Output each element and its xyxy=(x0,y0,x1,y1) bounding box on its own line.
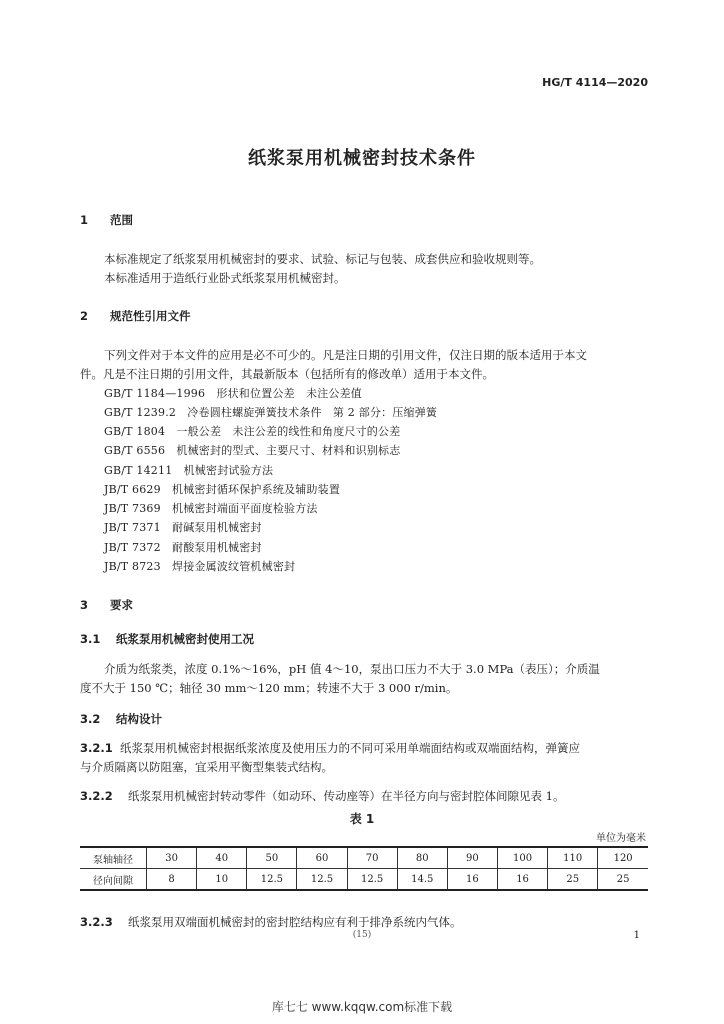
reference-item: GB/T 14211 机械密封试验方法 xyxy=(104,464,274,477)
table-cell: 90 xyxy=(447,847,497,869)
clause-3-2-3 xyxy=(80,914,462,930)
page-number: 1 xyxy=(633,930,640,941)
row-header: 泵轴轴径 xyxy=(80,847,147,869)
paragraph: 本标准适用于造纸行业卧式纸浆泵用机械密封。 xyxy=(104,271,346,285)
table-cell: 8 xyxy=(147,869,197,891)
clause-3-2-2 xyxy=(80,788,564,804)
table-cell: 14.5 xyxy=(397,869,447,891)
table-row xyxy=(80,869,648,891)
table-row xyxy=(80,847,648,869)
reference-item: GB/T 1184—1996 形状和位置公差 未注公差值 xyxy=(104,387,362,400)
section-title: 纸浆泵用机械密封使用工况 xyxy=(116,632,254,646)
reference-item: JB/T 7372 耐酸泵用机械密封 xyxy=(104,541,262,554)
table-cell: 40 xyxy=(197,847,247,869)
table-cell: 80 xyxy=(397,847,447,869)
paragraph: 介质为纸浆类，浓度 0.1%～16%，pH 值 4～10，泵出口压力不大于 3.0 MPa（表压）；介质温 xyxy=(104,662,600,676)
table-cell: 12.5 xyxy=(297,869,347,891)
table-cell: 10 xyxy=(197,869,247,891)
section-number: 3.2 xyxy=(80,712,101,726)
table-cell: 12.5 xyxy=(247,869,297,891)
reference-item: JB/T 7369 机械密封端面平面度检验方法 xyxy=(104,502,318,515)
table-cell: 110 xyxy=(548,847,598,869)
internal-page-number: (15) xyxy=(352,930,372,940)
table-cell: 25 xyxy=(548,869,598,891)
table-cell: 100 xyxy=(497,847,547,869)
table-cell: 25 xyxy=(598,869,648,891)
clause-3-2-1 xyxy=(80,740,580,756)
reference-item: JB/T 8723 焊接金属波纹管机械密封 xyxy=(104,560,296,573)
section-title: 要求 xyxy=(110,598,133,612)
subsection-3-1-heading xyxy=(80,631,254,647)
paragraph: 本标准规定了纸浆泵用机械密封的要求、试验、标记与包装、成套供应和验收规则等。 xyxy=(104,252,541,266)
table-cell: 12.5 xyxy=(347,869,397,891)
reference-item: JB/T 7371 耐碱泵用机械密封 xyxy=(104,521,262,534)
reference-item: GB/T 1804 一般公差 未注公差的线性和角度尺寸的公差 xyxy=(104,425,401,438)
table-cell: 30 xyxy=(147,847,197,869)
clause-number: 3.2.3 xyxy=(80,915,113,929)
table-cell: 120 xyxy=(598,847,648,869)
table-cell: 60 xyxy=(297,847,347,869)
section-1-heading xyxy=(80,212,133,228)
clearance-table xyxy=(80,846,648,891)
paragraph: 件。凡是不注日期的引用文件，其最新版本（包括所有的修改单）适用于本文件。 xyxy=(80,367,494,381)
clause-text: 纸浆泵用机械密封转动零件（如动环、传动座等）在半径方向与密封腔体间隙见表 1。 xyxy=(128,789,565,803)
section-title: 结构设计 xyxy=(116,712,162,726)
section-2-heading xyxy=(80,308,191,324)
document-title: 纸浆泵用机械密封技术条件 xyxy=(248,148,476,169)
section-number: 1 xyxy=(80,213,89,227)
clause-text: 纸浆泵用双端面机械密封的密封腔结构应有利于排净系统内气体。 xyxy=(128,915,462,929)
section-number: 3.1 xyxy=(80,632,101,646)
clause-number: 3.2.2 xyxy=(80,789,113,803)
section-title: 范围 xyxy=(110,213,133,227)
reference-item: GB/T 1239.2 冷卷圆柱螺旋弹簧技术条件 第 2 部分：压缩弹簧 xyxy=(104,406,438,419)
table-cell: 16 xyxy=(497,869,547,891)
paragraph: 与介质隔离以防阻塞，宜采用平衡型集装式结构。 xyxy=(80,760,333,774)
table-cell: 16 xyxy=(447,869,497,891)
standard-number: HG/T 4114—2020 xyxy=(542,76,648,89)
subsection-3-2-heading xyxy=(80,711,162,727)
section-number: 3 xyxy=(80,598,89,612)
table-caption: 表 1 xyxy=(349,812,375,826)
table-unit: 单位为毫米 xyxy=(596,833,646,844)
section-number: 2 xyxy=(80,309,89,323)
download-footer: 库七七 www.kqqw.com标准下载 xyxy=(271,1000,453,1014)
clause-number: 3.2.1 xyxy=(80,741,113,755)
section-3-heading xyxy=(80,597,133,613)
clause-text: 纸浆泵用机械密封根据纸浆浓度及使用压力的不同可采用单端面结构或双端面结构，弹簧应 xyxy=(120,741,580,755)
paragraph: 下列文件对于本文件的应用是必不可少的。凡是注日期的引用文件，仅注日期的版本适用于本文 xyxy=(104,348,587,362)
row-header: 径向间隙 xyxy=(80,869,147,891)
paragraph: 度不大于 150 ℃；轴径 30 mm～120 mm；转速不大于 3 000 r/min。 xyxy=(80,681,458,695)
reference-item: GB/T 6556 机械密封的型式、主要尺寸、材料和识别标志 xyxy=(104,444,401,457)
reference-item: JB/T 6629 机械密封循环保护系统及辅助装置 xyxy=(104,483,341,496)
section-title: 规范性引用文件 xyxy=(110,309,191,323)
table-cell: 70 xyxy=(347,847,397,869)
table-cell: 50 xyxy=(247,847,297,869)
